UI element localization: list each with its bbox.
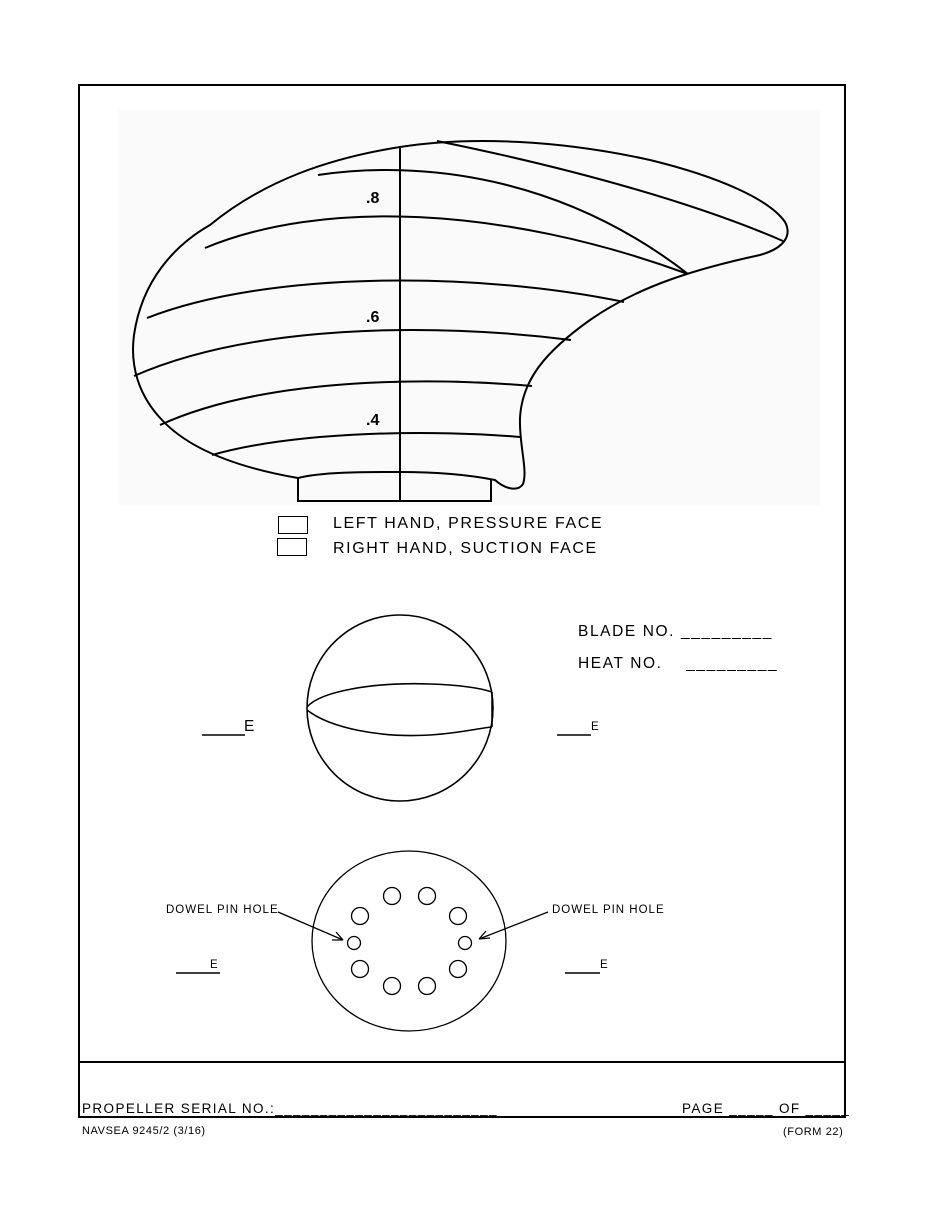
right-hand-label: RIGHT HAND, SUCTION FACE	[333, 540, 598, 557]
radius-label-08: .8	[366, 190, 380, 207]
blade-no-field[interactable]: BLADE NO. _________	[578, 623, 773, 640]
left-callout-leader	[278, 912, 343, 940]
hub-left-mark: E	[210, 959, 219, 971]
blade-section-upper	[307, 684, 492, 707]
dowel-pin-hole-left	[348, 937, 361, 950]
radius-label-04: .4	[366, 412, 380, 429]
form-id: (FORM 22)	[783, 1126, 844, 1138]
left-dowel-callout: DOWEL PIN HOLE	[166, 904, 279, 916]
mark-lines	[176, 735, 600, 973]
sketch-backdrop	[118, 110, 820, 505]
section-circle	[307, 615, 493, 801]
bolt-hole-3	[352, 908, 369, 925]
blade-section-lower	[307, 710, 492, 736]
left-hand-checkbox[interactable]	[278, 516, 308, 534]
bolt-hole-2	[419, 888, 436, 905]
hub-view	[278, 851, 548, 1031]
form-number: NAVSEA 9245/2 (3/16)	[82, 1125, 206, 1137]
bolt-hole-5	[352, 961, 369, 978]
section-right-mark: E	[591, 721, 600, 733]
section-view	[307, 615, 493, 801]
propeller-serial-field[interactable]: PROPELLER SERIAL NO.:_________________________	[82, 1101, 498, 1116]
bolt-hole-7	[384, 978, 401, 995]
left-hand-label: LEFT HAND, PRESSURE FACE	[333, 515, 604, 532]
bolt-hole-4	[450, 908, 467, 925]
bolt-hole-8	[419, 978, 436, 995]
dowel-pin-hole-right	[459, 937, 472, 950]
bolt-hole-1	[384, 888, 401, 905]
section-left-mark: E	[244, 718, 256, 735]
right-callout-leader	[479, 912, 548, 939]
hub-right-mark: E	[600, 959, 609, 971]
radius-label-06: .6	[366, 309, 380, 326]
heat-no-field[interactable]: HEAT NO. _________	[578, 655, 779, 672]
right-hand-checkbox[interactable]	[277, 538, 307, 556]
hub-circle	[312, 851, 506, 1031]
bolt-hole-6	[450, 961, 467, 978]
right-dowel-callout: DOWEL PIN HOLE	[552, 904, 665, 916]
page-of-field[interactable]: PAGE _____ OF _____	[682, 1101, 851, 1116]
